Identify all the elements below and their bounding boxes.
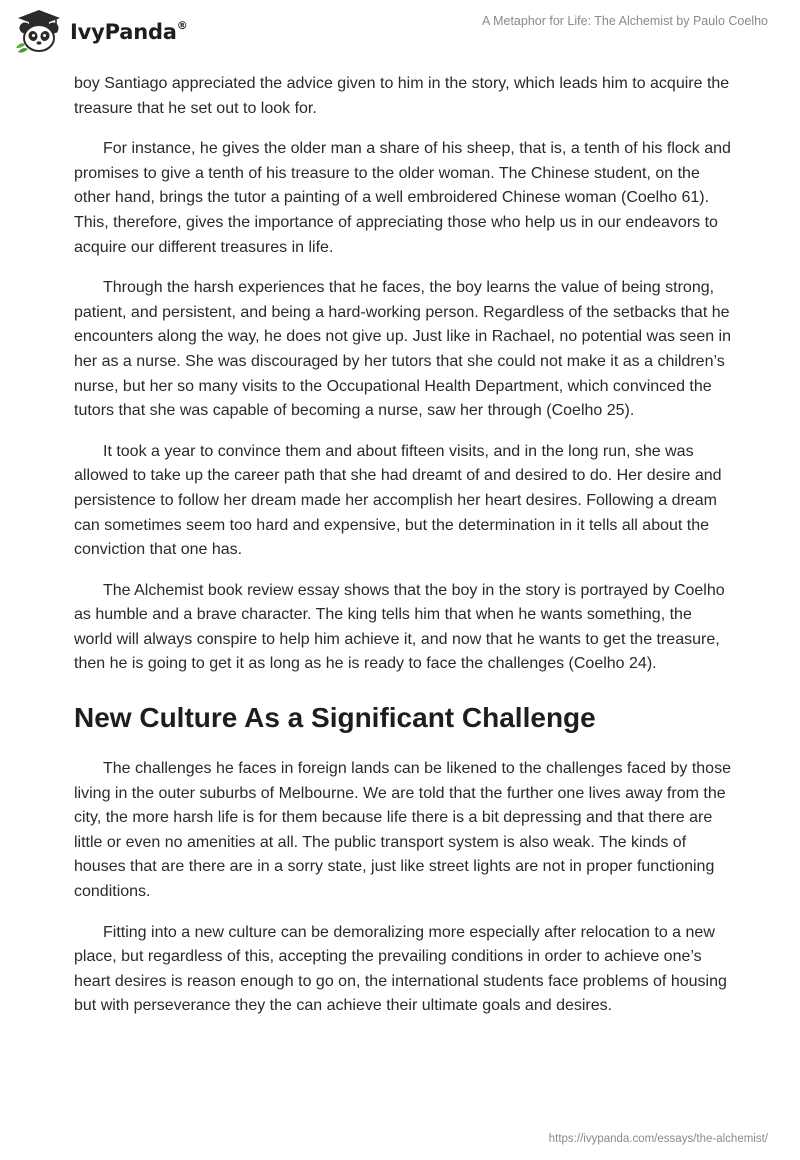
document-title: A Metaphor for Life: The Alchemist by Paulo Coelho bbox=[481, 14, 768, 28]
page-header bbox=[0, 0, 800, 60]
paragraph: For instance, he gives the older man a share of his sheep, that is, a tenth of his flock and promises to give a tenth of his treasure to the older woman. The Chinese student, on the other hand, brings the tutor a painting of a well embroidered Chinese woman (Coelho 61). This, therefore, gives the importance of appreciating those who help us in our endeavors to acquire our different treasures in life. bbox=[74, 140, 731, 256]
paragraph: It took a year to convince them and about fifteen visits, and in the long run, she was allowed to take up the career path that she had dreamt of and desired to do. Her desire and persistence to follow her dream made her accomplish her heart desires. Following a dream can sometimes seem too hard and expensive, but the determination in it tells all about the conviction that one has. bbox=[74, 442, 722, 559]
paragraph: Fitting into a new culture can be demoralizing more especially after relocation to a new place, but regardless of this, accepting the prevailing conditions in order to achieve one’s heart desires is reason enough to go on, the international students face problems of housing but with perseverance they the can achieve their ultimate goals and desires. bbox=[74, 923, 727, 1015]
ivypanda-logo[interactable] bbox=[14, 8, 188, 54]
essay-body bbox=[74, 72, 734, 1035]
brand-name: IvyPanda® bbox=[70, 19, 188, 44]
panda-graduation-cap-icon bbox=[14, 8, 64, 54]
paragraph: The Alchemist book review essay shows that the boy in the story is portrayed by Coelho as humble and a brave character. The king tells him that when he wants something, the world will always conspire to help him achieve it, and now that he wants to get the treasure, then he is going to get it as long as he is ready to face the challenges (Coelho 24). bbox=[74, 581, 725, 673]
paragraph: boy Santiago appreciated the advice given to him in the story, which leads him to acquire the treasure that he set out to look for. bbox=[74, 75, 730, 117]
paragraph: The challenges he faces in foreign lands can be likened to the challenges faced by those living in the outer suburbs of Melbourne. We are told that the further one lives away from the city, the more harsh life is for them because life there is a bit depressing and that there are little or even no amenities at all. The public transport system is also weak. The kinds of houses that are there are in a sorry state, just like street lights are not in proper functioning conditions. bbox=[74, 760, 731, 901]
section-heading: New Culture As a Significant Challenge bbox=[74, 702, 596, 734]
source-url[interactable]: https://ivypanda.com/essays/the-alchemist/ bbox=[548, 1133, 768, 1145]
paragraph: Through the harsh experiences that he faces, the boy learns the value of being strong, patient, and persistent, and being a hard-working person. Regardless of the setbacks that he encounters along the way, he does not give up. Just like in Rachael, no potential was seen in her as a nurse. She was discouraged by her tutors that she could not make it as a children’s nurse, but her so many visits to the Occupational Health Department, which convinced the tutors that she was capable of becoming a nurse, saw her through (Coelho 25). bbox=[74, 279, 732, 420]
registered-mark: ® bbox=[176, 19, 188, 32]
